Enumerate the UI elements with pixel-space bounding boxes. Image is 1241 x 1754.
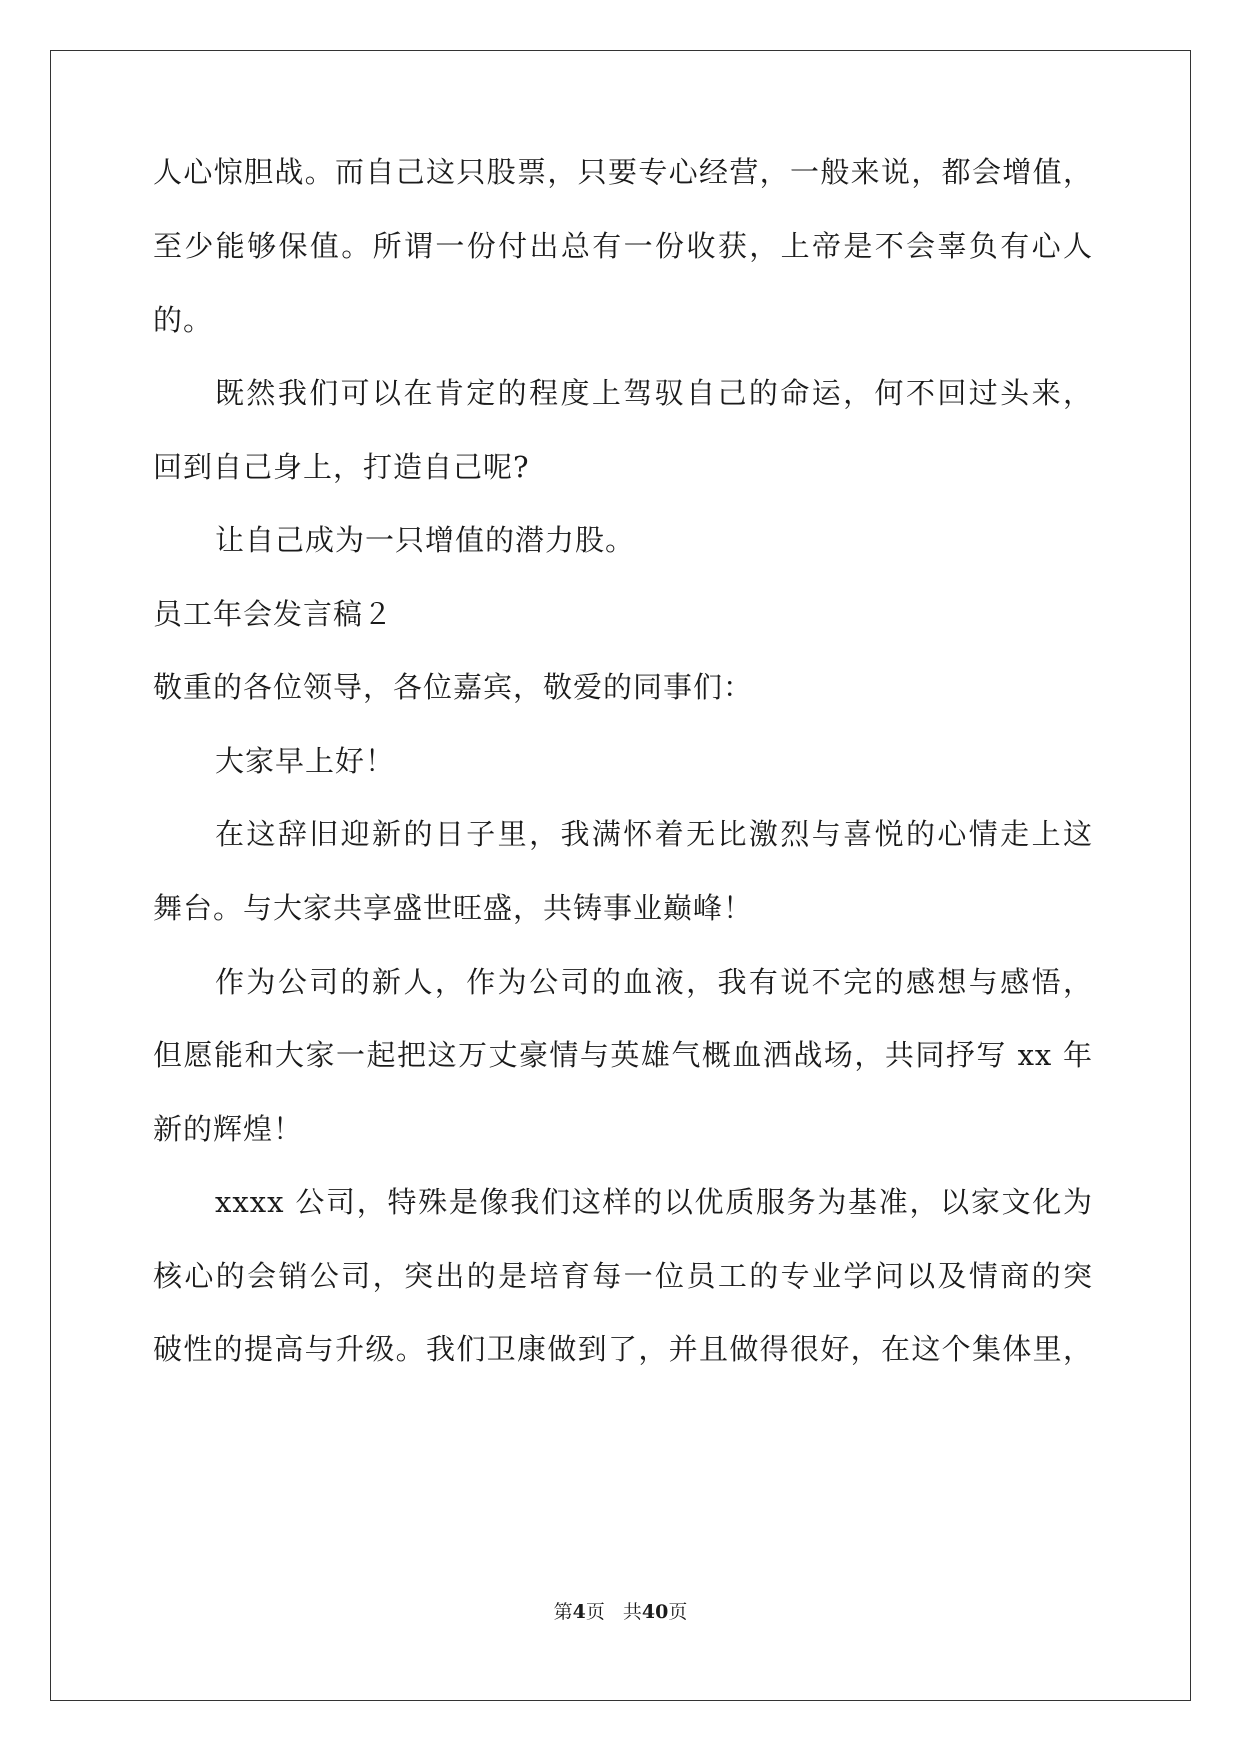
paragraph-line: 作为公司的新人，作为公司的血液，我有说不完的感想与感悟， [215, 965, 1093, 999]
greeting: 大家早上好！ [215, 744, 396, 778]
paragraph-line: 让自己成为一只增值的潜力股。 [215, 523, 636, 557]
paragraph-line: 但愿能和大家一起把这万丈豪情与英雄气概血洒战场，共同抒写 xx 年 [153, 1038, 1093, 1072]
page-number: 4 [572, 1601, 586, 1623]
paragraph-line: 至少能够保值。所谓一份付出总有一份收获，上帝是不会辜负有心人 [153, 229, 1093, 263]
total-pages: 40 [641, 1601, 669, 1623]
paragraph-line: 破性的提高与升级。我们卫康做到了，并且做得很好，在这个集体里， [153, 1332, 1093, 1366]
page-footer [0, 1600, 1241, 1624]
paragraph-line: 回到自己身上，打造自己呢? [153, 450, 530, 484]
paragraph-line: 的。 [153, 303, 214, 337]
page-border [50, 50, 1191, 1701]
total-suffix: 页 [668, 1601, 688, 1623]
section-title: 员工年会发言稿２ [153, 597, 394, 631]
paragraph-line: 人心惊胆战。而自己这只股票，只要专心经营，一般来说，都会增值， [153, 155, 1093, 189]
paragraph-line: 既然我们可以在肯定的程度上驾驭自己的命运，何不回过头来， [215, 376, 1093, 410]
total-prefix: 共 [622, 1601, 642, 1623]
paragraph-line: 核心的会销公司，突出的是培育每一位员工的专业学问以及情商的突 [153, 1259, 1093, 1293]
page-suffix: 页 [585, 1601, 605, 1623]
paragraph-line: xxxx 公司，特殊是像我们这样的以优质服务为基准，以家文化为 [215, 1185, 1093, 1219]
paragraph-line: 舞台。与大家共享盛世旺盛，共铸事业巅峰！ [153, 891, 754, 925]
salutation: 敬重的各位领导，各位嘉宾，敬爱的同事们： [153, 670, 754, 704]
paragraph-line: 新的辉煌！ [153, 1112, 304, 1146]
page-prefix: 第 [553, 1601, 573, 1623]
paragraph-line: 在这辞旧迎新的日子里，我满怀着无比激烈与喜悦的心情走上这 [215, 817, 1093, 851]
